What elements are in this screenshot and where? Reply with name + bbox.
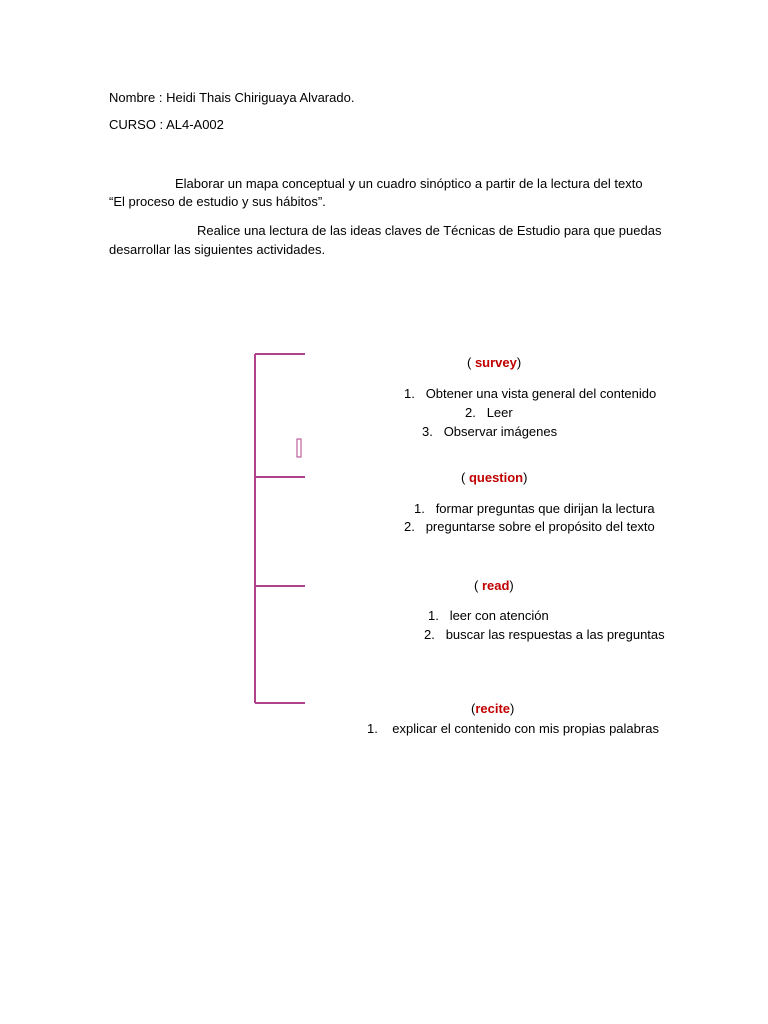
section-heading-read bbox=[474, 576, 514, 595]
section-heading-question bbox=[461, 468, 527, 487]
list-text: leer con atención bbox=[449, 608, 549, 623]
list-number: 1. bbox=[414, 501, 425, 516]
section-heading-recite bbox=[471, 699, 514, 718]
list-item bbox=[404, 517, 655, 536]
heading-close-paren: ) bbox=[516, 355, 522, 370]
list-text: Observar imágenes bbox=[443, 424, 558, 439]
keyword-read: read bbox=[481, 578, 510, 593]
list-text: Obtener una vista general del contenido bbox=[425, 386, 657, 401]
list-number: 1. bbox=[428, 608, 439, 623]
heading-open-paren: ( bbox=[467, 355, 475, 370]
instruction-2-line-1: Realice una lectura de las ideas claves de Técnicas de Estudio para que puedas bbox=[197, 223, 662, 238]
list-item bbox=[404, 384, 656, 403]
list-item bbox=[414, 499, 655, 518]
keyword-recite: recite bbox=[475, 701, 511, 716]
list-number: 1. bbox=[404, 386, 415, 401]
keyword-question: question bbox=[468, 470, 524, 485]
heading-open-paren: ( bbox=[461, 470, 469, 485]
instruction-1-line-1: Elaborar un mapa conceptual y un cuadro sinóptico a partir de la lectura del texto bbox=[175, 176, 643, 191]
list-item bbox=[428, 606, 549, 625]
list-item bbox=[465, 403, 513, 422]
heading-close-paren: ) bbox=[509, 578, 514, 593]
list-number: 1. bbox=[367, 721, 378, 736]
list-number: 2. bbox=[424, 627, 435, 642]
list-item bbox=[367, 719, 659, 738]
list-text: explicar el contenido con mis propias palabras bbox=[392, 721, 659, 736]
list-text: Leer bbox=[486, 405, 513, 420]
heading-open-paren: ( bbox=[471, 701, 476, 716]
list-text: buscar las respuestas a las preguntas bbox=[445, 627, 665, 642]
list-item bbox=[422, 422, 557, 441]
list-number: 2. bbox=[404, 519, 415, 534]
heading-close-paren: ) bbox=[523, 470, 528, 485]
list-text: preguntarse sobre el propósito del texto bbox=[425, 519, 655, 534]
section-heading-survey bbox=[467, 353, 521, 372]
heading-open-paren: ( bbox=[474, 578, 482, 593]
instruction-2-line-2: desarrollar las siguientes actividades. bbox=[109, 242, 326, 257]
course-code: CURSO : AL4-A002 bbox=[109, 117, 224, 132]
student-name: Nombre : Heidi Thais Chiriguaya Alvarado. bbox=[109, 90, 355, 105]
keyword-survey: survey bbox=[474, 355, 517, 370]
list-number: 3. bbox=[422, 424, 433, 439]
cursor-mark bbox=[297, 439, 301, 457]
list-number: 2. bbox=[465, 405, 476, 420]
list-item bbox=[424, 625, 665, 644]
instruction-1-line-2: “El proceso de estudio y sus hábitos”. bbox=[109, 194, 326, 209]
heading-close-paren: ) bbox=[510, 701, 515, 716]
list-text: formar preguntas que dirijan la lectura bbox=[435, 501, 655, 516]
